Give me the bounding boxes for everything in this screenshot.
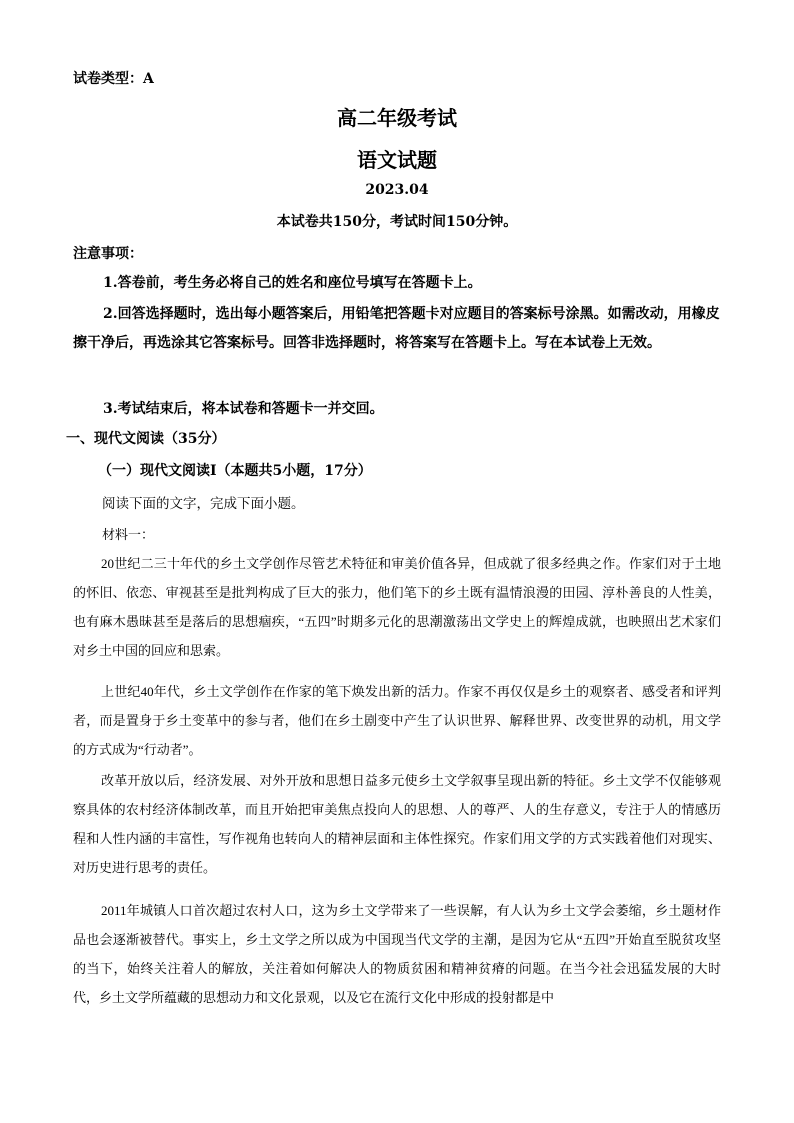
section-heading: 一、现代文阅读（35分）: [66, 431, 226, 447]
material-paragraph: 2011年城镇人口首次超过农村人口，这为乡土文学带来了一些误解，有人认为乡土文学会萎缩，乡土题材作品也会逐渐被替代。事实上，乡土文学之所以成为中国现当代文学的主潮，是因为它从“五四”开始直至脱贫攻坚的当下，始终关注着人的解放，关注着如何解决人的物质贫困和精神贫瘠的问题。在当今社会迅猛发展的大时代，乡土文学所蕴藏的思想动力和文化景观，以及它在流行文化中形成的投射都是中: [73, 903, 721, 1005]
subsection-heading: （一）现代文阅读Ⅰ（本题共5小题，17分）: [98, 463, 372, 479]
notice-item-1: 1.答卷前，考生务必将自己的姓名和座位号填写在答题卡上。: [103, 275, 482, 291]
exam-title: 高二年级考试: [337, 106, 457, 130]
exam-date: 2023.04: [365, 182, 429, 198]
notice-heading: 注意事项：: [73, 246, 143, 262]
material-paragraph: 改革开放以后，经济发展、对外开放和思想日益多元使乡土文学叙事呈现出新的特征。乡土文学不仅能够观察具体的农村经济体制改革，而且开始把审美焦点投向人的思想、人的尊严、人的生存意义，专注于人的情感历程和人性内涵的丰富性，写作视角也转向人的精神层面和主体性探究。作家们用文学的方式实践着他们对现实、对历史进行思考的责任。: [73, 773, 721, 875]
reading-instruction: 阅读下面的文字，完成下面小题。: [102, 496, 305, 512]
material-label: 材料一：: [102, 527, 155, 542]
material-paragraph: 20世纪二三十年代的乡土文学创作尽管艺术特征和审美价值各异，但成就了很多经典之作。作家们对于土地的怀旧、依恋、审视甚至是批判构成了巨大的张力，他们笔下的乡土既有温情浪漫的田园、淳朴善良的人性美，也有麻木愚昧甚至是落后的思想痼疾，“五四”时期多元化的思潮激荡出文学史上的辉煌成就，也映照出艺术家们对乡土中国的回应和思索。: [73, 556, 721, 658]
notice-item-2: 2.回答选择题时，选出每小题答案后，用铅笔把答题卡对应题目的答案标号涂黑。如需改动，用橡皮擦干净后，再选涂其它答案标号。回答非选择题时，将答案写在答题卡上。写在本试卷上无效。: [73, 306, 720, 351]
material-paragraph: 上世纪40年代，乡土文学创作在作家的笔下焕发出新的活力。作家不再仅仅是乡土的观察者、感受者和评判者，而是置身于乡土变革中的参与者，他们在乡土剧变中产生了认识世界、解释世界、改变世界的动机，用文学的方式成为“行动者”。: [73, 684, 721, 757]
subject-title: 语文试题: [357, 148, 437, 172]
exam-info: 本试卷共150分，考试时间150分钟。: [276, 214, 518, 230]
notice-item-3: 3.考试结束后，将本试卷和答题卡一并交回。: [103, 401, 384, 417]
exam-type-label: 试卷类型：A: [73, 71, 154, 87]
